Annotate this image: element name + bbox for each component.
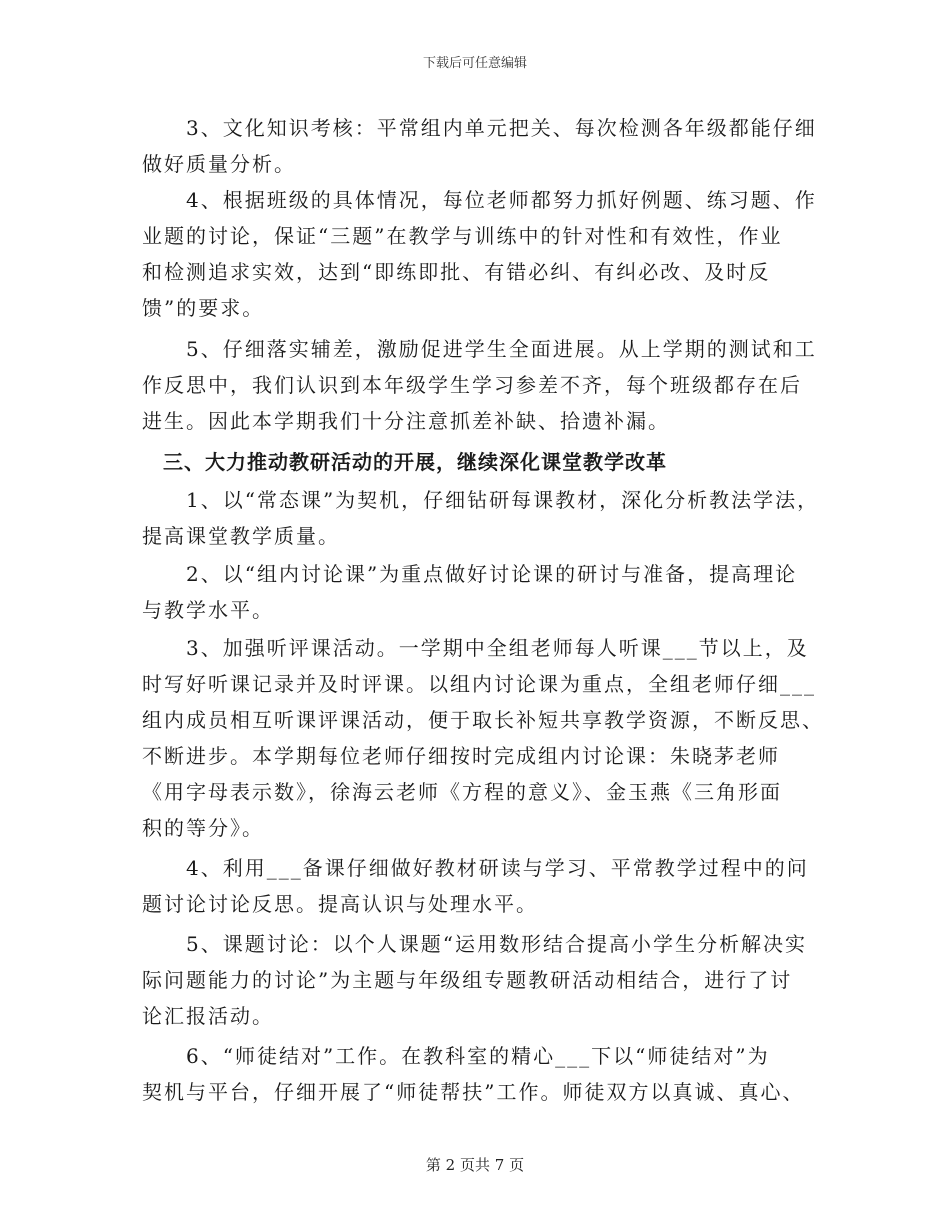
text-line: 《用字母表示数》，徐海云老师《方程的意义》、金玉燕《三角形面 <box>142 780 782 804</box>
text-line: 馈”的要求。 <box>142 296 265 320</box>
text-line: 4、利用___备课仔细做好教材研读与学习、平常教学过程中的问 <box>142 856 809 880</box>
text-line: 4、根据班级的具体情况，每位老师都努力抓好例题、练习题、作 <box>142 188 817 212</box>
text-line: 积的等分》。 <box>142 816 264 840</box>
text-line: 与教学水平。 <box>142 598 274 622</box>
page-header-note: 下载后可任意编辑 <box>422 56 527 71</box>
text-line: 际问题能力的讨论”为主题与年级组专题教研活动相结合，进行了讨 <box>142 968 793 992</box>
text-line: 题讨论讨论反思。提高认识与处理水平。 <box>142 892 538 916</box>
text-line: 业题的讨论，保证“三题”在教学与训练中的针对性和有效性，作业 <box>142 224 783 248</box>
text-line: 5、仔细落实辅差，激励促进学生全面进展。从上学期的测试和工 <box>142 337 817 361</box>
text-line: 组内成员相互听课评课活动，便于取长补短共享教学资源，不断反思、 <box>142 708 824 732</box>
text-line: 和检测追求实效，达到“即练即批、有错必纠、有纠必改、及时反 <box>142 260 771 284</box>
text-line: 6、“师徒结对”工作。在教科室的精心___下以“师徒结对”为 <box>142 1044 770 1068</box>
text-line: 不断进步。本学期每位老师仔细按时完成组内讨论课：朱晓茅老师 <box>142 744 780 768</box>
section-heading: 三、大力推动教研活动的开展，继续深化课堂教学改革 <box>142 450 667 474</box>
text-line: 进生。因此本学期我们十分注意抓差补缺、拾遗补漏。 <box>142 409 670 433</box>
text-line: 3、文化知识考核：平常组内单元把关、每次检测各年级都能仔细 <box>142 116 817 140</box>
text-line: 5、课题讨论：以个人课题“运用数形结合提高小学生分析解决实 <box>142 932 807 956</box>
text-line: 论汇报活动。 <box>142 1004 274 1028</box>
text-line: 2、以“组内讨论课”为重点做好讨论课的研讨与准备，提高理论 <box>142 562 798 586</box>
text-line: 作反思中，我们认识到本年级学生学习参差不齐，每个班级都存在后 <box>142 373 802 397</box>
text-line: 提高课堂教学质量。 <box>142 524 340 548</box>
page-number-footer: 第 2 页共 7 页 <box>425 1156 525 1174</box>
text-line: 做好质量分析。 <box>142 152 296 176</box>
text-line: 时写好听课记录并及时评课。以组内讨论课为重点，全组老师仔细___ <box>142 672 816 696</box>
text-line: 契机与平台，仔细开展了“师徒帮扶”工作。师徒双方以真诚、真心、 <box>142 1080 805 1104</box>
text-line: 1、以“常态课”为契机，仔细钻研每课教材，深化分析教法学法， <box>142 488 820 512</box>
text-line: 3、加强听评课活动。一学期中全组老师每人听课___节以上，及 <box>142 636 809 660</box>
